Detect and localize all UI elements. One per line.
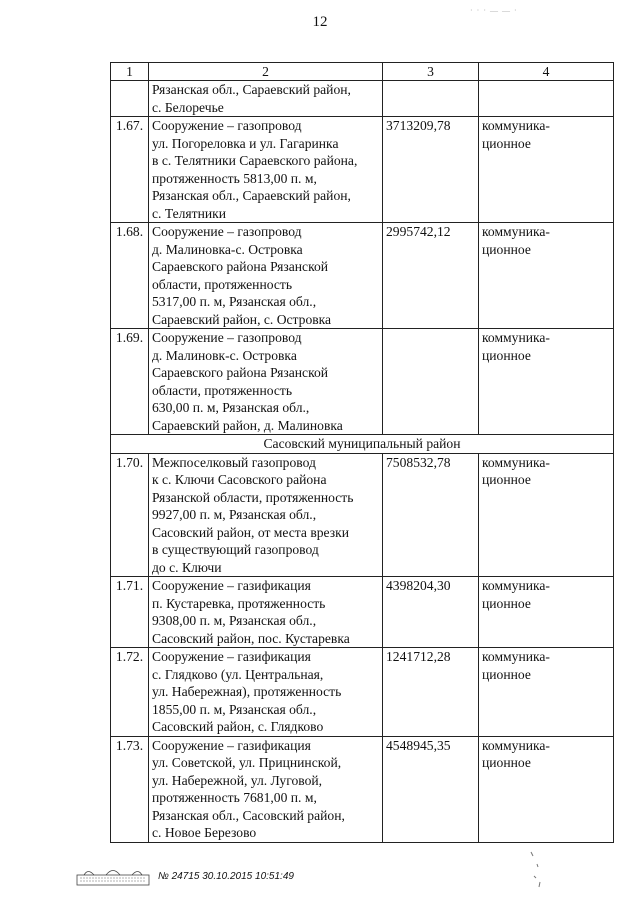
row-cost: 4548945,35 [383,736,479,842]
section-row [111,435,614,454]
header-col-3: 3 [383,63,479,81]
description-line: Сооружение – газификация [152,578,311,593]
document-stamp: № 24715 30.10.2015 10:51:49 [158,870,294,882]
description-line: с. Телятники [152,205,227,221]
section-title: Сасовский муниципальный район [111,435,614,454]
description-line: Сараевского района Рязанской [152,365,329,380]
description-line: д. Малиновка-с. Островка [152,241,303,257]
description-line: 9927,00 п. м, Рязанская обл., [152,507,317,522]
row-cost: 2995742,12 [383,223,479,329]
description-line: ул. Набережная), протяженность [152,684,342,699]
description-line: д. Малиновк-с. Островка [152,347,297,363]
row-cost [383,81,479,117]
description-line: Рязанской области, протяженность [152,489,354,505]
row-number: 1.73. [111,736,149,842]
row-number: 1.72. [111,648,149,737]
description-line: Сасовский район, с. Глядково [152,719,324,734]
type-line: ционное [482,755,531,770]
row-cost [383,329,479,435]
header-row [111,63,614,81]
type-line: коммуника- [482,224,550,239]
row-type [479,577,614,648]
row-number: 1.67. [111,117,149,223]
registry-seal-icon [76,866,150,886]
table-row [111,329,614,435]
description-line: Рязанская обл., Сараевский район, [152,188,351,203]
description-line: Сараевский район, с. Островка [152,311,332,327]
description-line: 9308,00 п. м, Рязанская обл., [152,613,317,628]
header-col-2: 2 [149,63,383,81]
type-line: коммуника- [482,578,550,593]
description-line: Сасовский район, пос. Кустаревка [152,630,350,646]
description-line: ул. Набережной, ул. Луговой, [152,772,323,788]
description-line: Сооружение – газопровод [152,330,302,345]
description-line: п. Кустаревка, протяженность [152,595,326,611]
table-row [111,223,614,329]
row-cost: 4398204,30 [383,577,479,648]
row-type [479,81,614,117]
row-number: 1.71. [111,577,149,648]
type-line: коммуника- [482,454,550,470]
row-description [149,453,383,577]
description-line: протяженность 5813,00 п. м, [152,170,317,186]
row-number: 1.69. [111,329,149,435]
description-line: Сооружение – газификация [152,649,311,664]
type-line: ционное [482,595,531,611]
table-row [111,453,614,577]
description-line: в с. Телятники Сараевского района, [152,153,358,168]
description-line: 5317,00 п. м, Рязанская обл., [152,294,317,309]
row-type [479,736,614,842]
type-line: ционное [482,135,531,151]
description-line: в существующий газопровод [152,542,319,557]
description-line: Сооружение – газопровод [152,224,302,239]
table-row [111,577,614,648]
row-type [479,648,614,737]
row-description [149,736,383,842]
description-line: Сасовский район, от места врезки [152,524,349,540]
type-line: ционное [482,347,531,363]
description-line: Сооружение – газификация [152,737,311,753]
row-number [111,81,149,117]
description-line: до с. Ключи [152,559,222,575]
description-line: Сараевского района Рязанской [152,259,329,274]
row-cost: 1241712,28 [383,648,479,737]
row-description [149,577,383,648]
description-line: ул. Погореловка и ул. Гагаринка [152,135,339,151]
row-description [149,648,383,737]
row-cost: 3713209,78 [383,117,479,223]
row-number: 1.70. [111,453,149,577]
description-line: области, протяженность [152,276,293,292]
header-col-1: 1 [111,63,149,81]
description-line: с. Новое Березово [152,825,257,840]
type-line: коммуника- [482,649,550,664]
scan-marks: · · · — — · [470,6,518,15]
description-line: Сараевский район, д. Малиновка [152,417,343,433]
description-line: протяженность 7681,00 п. м, [152,790,317,805]
type-line: коммуника- [482,118,550,133]
table-row [111,648,614,737]
row-description [149,117,383,223]
row-cost: 7508532,78 [383,453,479,577]
row-type [479,453,614,577]
description-line: Рязанская обл., Сараевский район, [152,82,351,97]
description-line: Межпоселковый газопровод [152,454,316,470]
type-line: ционное [482,472,531,487]
description-line: с. Глядково (ул. Центральная, [152,666,324,682]
row-description [149,223,383,329]
scan-corner-marks [528,850,548,890]
footer [76,866,294,886]
type-line: коммуника- [482,737,550,753]
description-line: ул. Советской, ул. Прицнинской, [152,755,342,770]
header-col-4: 4 [479,63,614,81]
description-line: Сооружение – газопровод [152,118,302,133]
description-line: с. Белоречье [152,99,224,115]
description-line: Рязанская обл., Сасовский район, [152,807,345,823]
description-line: к с. Ключи Сасовского района [152,472,327,487]
page-number: 12 [312,14,328,30]
description-line: области, протяженность [152,382,293,398]
row-description [149,329,383,435]
table-row [111,117,614,223]
type-line: ционное [482,241,531,257]
row-description [149,81,383,117]
description-line: 1855,00 п. м, Рязанская обл., [152,701,317,717]
description-line: 630,00 п. м, Рязанская обл., [152,400,310,415]
type-line: ционное [482,666,531,682]
continuation-row [111,81,614,117]
row-type [479,329,614,435]
row-type [479,223,614,329]
type-line: коммуника- [482,330,550,345]
property-register-table [110,62,614,843]
table-row [111,736,614,842]
row-type [479,117,614,223]
row-number: 1.68. [111,223,149,329]
